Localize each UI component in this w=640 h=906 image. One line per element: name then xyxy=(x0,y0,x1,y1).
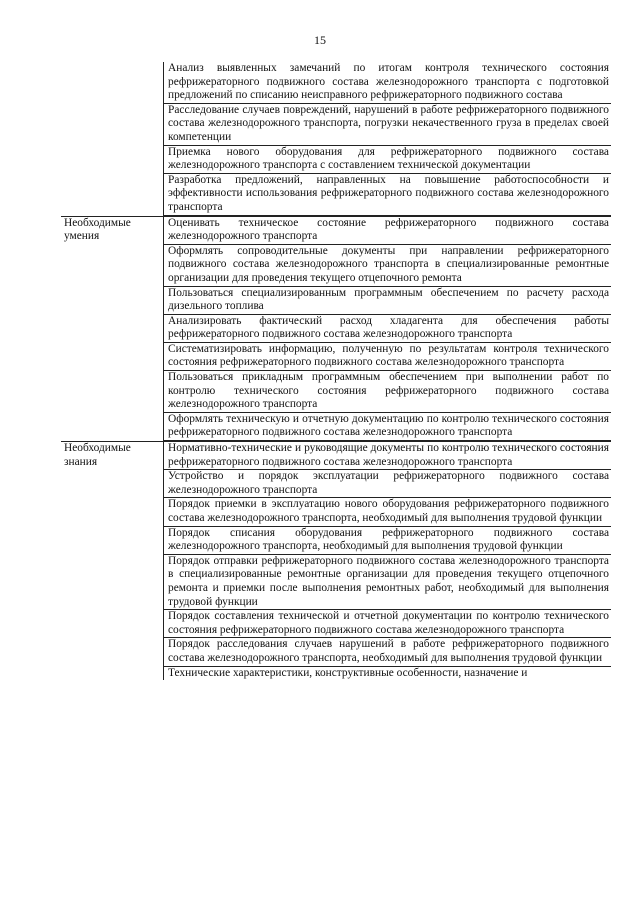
table-cell: Оценивать техническое состояние рефрижераторного подвижного состава железнодорожного транспорта xyxy=(164,217,611,245)
table-cell: Порядок отправки рефрижераторного подвижного состава железнодорожного транспорта в специализированные ремонтные организации для проведения текущего отцепочного ремонта и приемки после выполнения ремонтных работ, необходимый для выполнения трудовой функции xyxy=(164,555,611,610)
table-cell: Нормативно-технические и руководящие документы по контролю технического состояния рефрижераторного подвижного состава железнодорожного транспорта xyxy=(164,442,611,470)
table-cell: Оформлять техническую и отчетную документацию по контролю технического состояния рефрижераторного подвижного состава железнодорожного транспорта xyxy=(164,413,611,441)
table-cell: Оформлять сопроводительные документы при направлении рефрижераторного подвижного состава железнодорожного транспорта в специализированные ремонтные организации для проведения текущего отцепочного ремонта xyxy=(164,245,611,287)
page-number: 15 xyxy=(314,33,326,47)
table-row xyxy=(61,62,611,104)
table-cell: Пользоваться прикладным программным обеспечением при выполнении работ по контролю технического состояния рефрижераторного подвижного состава железнодорожного транспорта xyxy=(164,371,611,413)
table-cell: Порядок списания оборудования рефрижераторного подвижного состава железнодорожного транспорта, необходимый для выполнения трудовой функции xyxy=(164,527,611,555)
table-cell: Приемка нового оборудования для рефрижераторного подвижного состава железнодорожного транспорта с составлением технической документации xyxy=(164,146,611,174)
table-cell: Порядок составления технической и отчетной документации по контролю технического состояния рефрижераторного подвижного состава железнодорожного транспорта xyxy=(164,610,611,638)
row-label-empty xyxy=(61,62,164,216)
table-row xyxy=(61,216,611,245)
table-cell: Порядок приемки в эксплуатацию нового оборудования рефрижераторного подвижного состава железнодорожного транспорта, необходимый для выполнения трудовой функции xyxy=(164,498,611,526)
table-cell: Разработка предложений, направленных на повышение работоспособности и эффективности использования рефрижераторного подвижного состава железнодорожного транспорта xyxy=(164,174,611,216)
row-label-knowledge: Необходимые знания xyxy=(61,442,164,681)
table-cell: Устройство и порядок эксплуатации рефрижераторного подвижного состава железнодорожного транспорта xyxy=(164,470,611,498)
row-label-skills: Необходимые умения xyxy=(61,216,164,442)
table-row xyxy=(61,442,611,471)
table-cell: Технические характеристики, конструктивные особенности, назначение и xyxy=(168,666,528,679)
table-cell: Анализ выявленных замечаний по итогам контроля технического состояния рефрижераторного подвижного состава железнодорожного транспорта с подготовкой предложений по списанию неисправного рефрижераторного подвижного состава xyxy=(164,62,611,104)
table-cell: Пользоваться специализированным программным обеспечением по расчету расхода дизельного топлива xyxy=(164,287,611,315)
table-cell: Расследование случаев повреждений, нарушений в работе рефрижераторного подвижного состава железнодорожного транспорта, погрузки некачественного груза в пределах своей компетенции xyxy=(164,104,611,146)
table-cell: Порядок расследования случаев нарушений в работе рефрижераторного подвижного состава железнодорожного транспорта, необходимый для выполнения трудовой функции xyxy=(164,638,611,666)
table-cell: Систематизировать информацию, полученную по результатам контроля технического состояния рефрижераторного подвижного состава железнодорожного транспорта xyxy=(164,343,611,371)
table-cell: Анализировать фактический расход хладагента для обеспечения работы рефрижераторного подвижного состава железнодорожного транспорта xyxy=(164,315,611,343)
competency-table xyxy=(61,62,611,680)
